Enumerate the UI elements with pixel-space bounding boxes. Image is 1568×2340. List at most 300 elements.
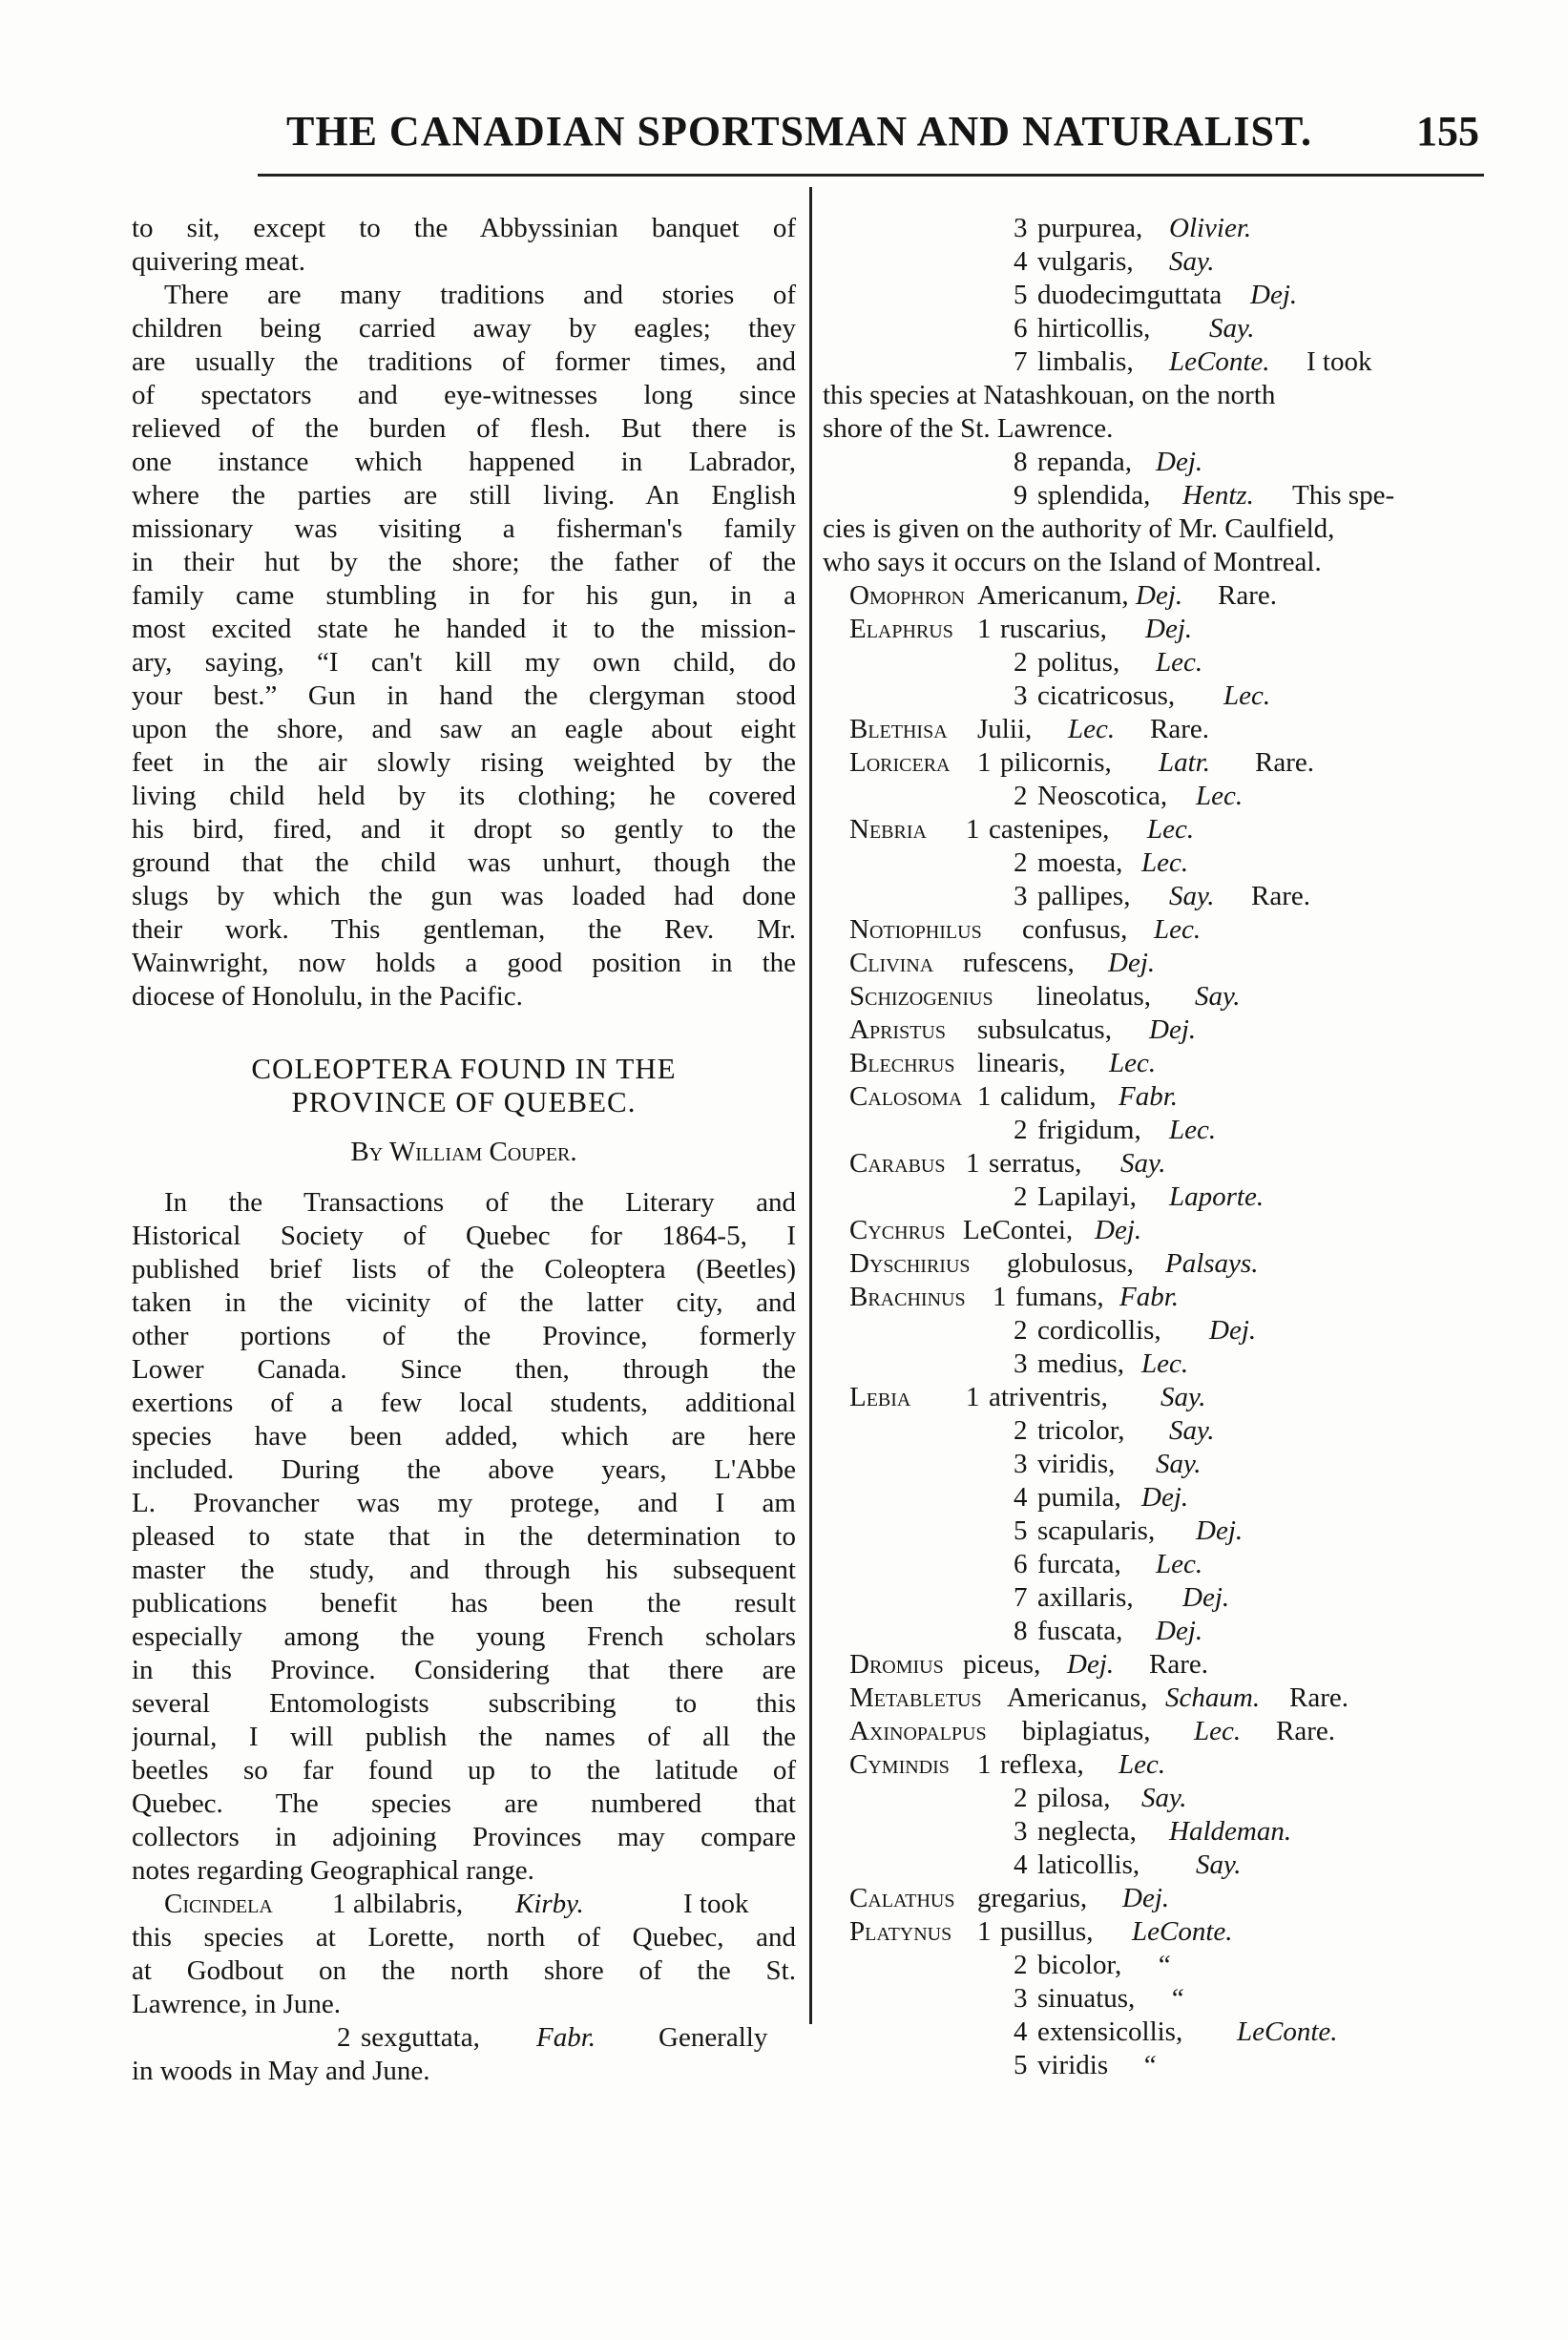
species-name: viridis, [1037,1449,1116,1479]
species-entry [823,1715,1479,1748]
genus-name: Brachinus [849,1282,966,1312]
species-name: rufescens, [963,948,1075,978]
species-name: albilabris, [353,1889,464,1919]
genus-name: Metabletus [849,1682,982,1713]
genus-name: Calosoma [849,1081,963,1112]
species-name: gregarius, [977,1883,1088,1913]
species-entry [823,1548,1479,1581]
species-name: serratus, [989,1148,1082,1179]
article-heading-line1: COLEOPTERA FOUND IN THE [251,1052,677,1085]
species-author: Dej. [1156,1616,1203,1646]
species-entry [823,1515,1479,1548]
genus-name: Nebria [849,814,927,845]
species-author: Lec. [1169,1115,1217,1145]
text-line: journal, I will publish the names of all the [132,1722,796,1752]
species-number: 9 [1014,480,1028,511]
text-line: exertions of a few local students, additional [132,1388,796,1418]
species-entry [823,613,1479,646]
text-line: notes regarding Geographical range. [132,1855,534,1886]
paragraph-eagle-story [132,279,796,1013]
text-line: in this Province. Considering that there are [132,1655,796,1685]
species-author: Dej. [1122,1883,1170,1913]
species-name: calidum, [1000,1081,1097,1112]
species-author: LeConte. [1237,2016,1338,2047]
species-name: limbalis, [1037,346,1134,377]
species-note: I took [683,1889,749,1919]
species-number: 3 [1014,1449,1028,1479]
species-entry [823,980,1479,1013]
article-heading-line2: PROVINCE OF QUEBEC. [291,1085,637,1118]
species-number: 2 [1014,1950,1028,1980]
species-note: Rare. [1276,1716,1335,1746]
species-entry [823,1615,1479,1648]
species-entry [823,1949,1479,1982]
species-number: 3 [1014,680,1028,711]
species-number: 1 [966,1148,980,1179]
species-entry [823,1982,1479,2016]
text-line: Quebec. The species are numbered that [132,1788,796,1819]
species-author: Kirby. [515,1889,584,1919]
text-line: in their hut by the shore; the father of the [132,547,796,577]
species-name: cordicollis, [1037,1315,1161,1346]
species-author: Say. [1156,1449,1202,1479]
species-entry [823,279,1479,312]
species-number: 2 [1014,1115,1028,1145]
species-entry [823,1381,1479,1414]
species-entry [823,1348,1479,1381]
text-line: one instance which happened in Labrador, [132,447,796,477]
species-entry [823,345,1479,379]
species-entry [823,1748,1479,1782]
species-author: Lec. [1109,1048,1157,1078]
species-name: Americanus, [1007,1682,1148,1713]
species-name: castenipes, [989,814,1110,845]
species-author: Say. [1141,1783,1187,1813]
species-author: Dej. [1196,1515,1244,1546]
species-entry [823,1314,1479,1348]
species-entry [823,312,1479,345]
text-line: Lawrence, in June. [132,1989,342,2019]
species-author: “ [1169,1983,1185,2014]
species-entry [823,1849,1479,1882]
text-line: beetles so far found up to the latitude of [132,1755,796,1786]
species-note: Rare. [1149,1649,1208,1680]
species-entry [823,1481,1479,1515]
species-entry [823,2049,1479,2082]
text-line: family came stumbling in for his gun, in a [132,580,796,611]
running-header [286,107,1479,166]
species-entry [823,913,1479,947]
species-name: fumans, [1015,1282,1104,1312]
species-author: Dej. [1149,1014,1197,1045]
text-line: slugs by which the gun was loaded had done [132,881,796,911]
species-entry [823,846,1479,880]
species-author: “ [1156,1950,1172,1980]
text-line: are usually the traditions of former times, and [132,346,796,377]
genus-name: Dromius [849,1649,944,1680]
species-number: 2 [1014,1783,1028,1813]
species-author: Lec. [1223,680,1271,711]
text-line: where the parties are still living. An English [132,480,796,511]
species-note-continuation: this species at Natashkouan, on the north [823,380,1276,410]
text-line: most excited state he handed it to the mission- [132,614,796,644]
species-name: pilosa, [1037,1783,1111,1813]
text-line: included. During the above years, L'Abbe [132,1454,796,1485]
species-entry [823,1047,1479,1080]
species-entry [823,579,1479,613]
species-author: Say. [1160,1382,1206,1412]
species-author: Say. [1169,246,1215,277]
text-line: other portions of the Province, formerly [132,1321,796,1351]
species-number: 5 [1014,1515,1028,1546]
species-entry [823,1448,1479,1481]
species-note-continuation: in woods in May and June. [132,2056,430,2086]
species-author: Say. [1195,981,1241,1012]
species-name: globulosus, [1007,1248,1134,1279]
species-number: 1 [977,1081,992,1112]
species-name: Lapilayi, [1037,1181,1137,1212]
species-author: Lec. [1196,781,1244,811]
species-number: 3 [1014,1983,1028,2014]
text-line: Historical Society of Quebec for 1864-5, I [132,1221,796,1251]
species-entry [823,780,1479,813]
species-author: Fabr. [536,2022,596,2053]
species-author: Say. [1196,1849,1242,1880]
text-line: In the Transactions of the Literary and [164,1187,796,1218]
text-line: children being carried away by eagles; they [132,313,796,344]
species-entry [823,679,1479,713]
species-author: Lec. [1156,1549,1203,1579]
species-name: tricolor, [1037,1415,1125,1446]
species-entry [823,1281,1479,1314]
species-entry [823,1147,1479,1180]
species-name: confusus, [1022,914,1128,945]
species-entry [823,1682,1479,1715]
species-author: Lec. [1141,847,1189,878]
species-note-continuation [132,1921,796,2021]
species-name: fuscata, [1037,1616,1123,1646]
column-divider [809,187,812,2024]
species-author: LeConte. [1132,1916,1233,1947]
species-entry [823,1013,1479,1047]
species-entry [823,2016,1479,2049]
paragraph-continuation [132,212,796,279]
genus-name: Cychrus [849,1215,946,1245]
species-number: 5 [1014,280,1028,310]
species-number: 2 [1014,781,1028,811]
species-name: vulgaris, [1037,246,1134,277]
species-number: 6 [1014,313,1028,344]
species-entry [823,245,1479,279]
species-number: 3 [1014,881,1028,911]
species-number: 8 [1014,447,1028,477]
genus-name: Clivina [849,948,934,978]
genus-name: Platynus [849,1916,952,1947]
species-number: 2 [1014,847,1028,878]
text-line: published brief lists of the Coleoptera (Beetles) [132,1254,796,1285]
species-name: cicatricosus, [1037,680,1176,711]
text-line: this species at Lorette, north of Quebec, and [132,1922,796,1953]
species-number: 7 [1014,1582,1028,1613]
text-line: collectors in adjoining Provinces may compare [132,1822,796,1852]
species-number: 4 [1014,1849,1028,1880]
species-entry [823,1114,1479,1147]
species-author: Lec. [1154,914,1202,945]
species-author: Schaum. [1165,1682,1261,1713]
genus-name: Cymindis [849,1749,950,1780]
text-line: pleased to state that in the determination to [132,1521,796,1552]
species-note-continuation: shore of the St. Lawrence. [823,413,1114,444]
species-name: pallipes, [1037,881,1131,911]
species-entry [823,212,1479,245]
genus-name: Apristus [849,1014,946,1045]
genus-name: Dyschirius [849,1248,971,1279]
species-entry [823,746,1479,780]
paragraph-intro [132,1186,796,1888]
text-line: ary, saying, “I can't kill my own child, do [132,647,796,678]
species-number: 2 [1014,647,1028,678]
species-number: 1 [977,614,992,644]
species-author: Laporte. [1169,1181,1265,1212]
species-note: Generally [659,2022,768,2053]
species-author: Haldeman. [1169,1816,1292,1847]
species-author: Lec. [1194,1716,1242,1746]
species-number: 2 [1014,1415,1028,1446]
species-author: Dej. [1136,580,1183,611]
species-name: scapularis, [1037,1515,1156,1546]
species-entry [823,1815,1479,1849]
species-name: pilicornis, [1000,747,1112,778]
species-name: duodecimguttata [1037,280,1223,310]
species-name: Julii, [977,714,1033,744]
species-number: 1 [977,747,992,778]
species-note: I took [1307,346,1372,377]
species-entry [823,1882,1479,1915]
text-line: diocese of Honolulu, in the Pacific. [132,981,523,1012]
species-author: “ [1141,2050,1158,2080]
text-line: relieved of the burden of flesh. But there is [132,413,796,444]
text-line: feet in the air slowly rising weighted by the [132,747,796,778]
page-number: 155 [1416,108,1479,155]
genus-name: Axinopalpus [849,1716,987,1746]
text-line: to sit, except to the Abbyssinian banquet of [132,213,796,243]
species-author: Fabr. [1119,1081,1179,1112]
text-line: master the study, and through his subsequent [132,1555,796,1585]
species-name: furcata, [1037,1549,1121,1579]
species-number: 1 [993,1282,1007,1312]
genus-name: Carabus [849,1148,946,1179]
species-entry-cicindela [132,1888,796,1921]
species-author: Dej. [1250,280,1298,310]
species-author: Dej. [1067,1649,1115,1680]
header-rule [258,174,1484,177]
species-name: hirticollis, [1037,313,1151,344]
species-name: linearis, [977,1048,1066,1078]
species-entry [823,713,1479,746]
species-author: Dej. [1108,948,1156,978]
species-number: 2 [1014,1181,1028,1212]
species-name: neglecta, [1037,1816,1137,1847]
text-line: your best.” Gun in hand the clergyman stood [132,680,796,711]
text-line: especially among the young French scholars [132,1621,796,1652]
text-line: several Entomologists subscribing to this [132,1688,796,1719]
species-author: Hentz. [1182,480,1254,511]
species-author: Fabr. [1119,1282,1180,1312]
left-column [132,212,796,2088]
species-note: Rare. [1289,1682,1348,1713]
article-byline: By William Couper. [350,1137,577,1167]
species-entry [823,1414,1479,1448]
species-number: 2 [337,2022,351,2053]
species-entry [823,1180,1479,1214]
species-number: 4 [1014,1482,1028,1513]
species-number: 1 [332,1889,346,1919]
genus-name: Calathus [849,1883,955,1913]
species-author: Say. [1169,1415,1215,1446]
genus-name: Loricera [849,747,951,778]
species-entry [823,1214,1479,1247]
species-entry [823,1648,1479,1682]
species-note-continuation: cies is given on the authority of Mr. Caulfield, [823,513,1335,544]
genus-name: Omophron [849,580,965,611]
species-name: extensicollis, [1037,2016,1183,2047]
species-number: 6 [1014,1549,1028,1579]
species-author: LeConte. [1169,346,1270,377]
species-name: pusillus, [1000,1916,1094,1947]
text-line: ground that the child was unhurt, though the [132,847,796,878]
genus-name: Blethisa [849,714,948,744]
text-line: species have been added, which are here [132,1421,796,1452]
species-author: Dej. [1141,1482,1189,1513]
text-line: L. Provancher was my protege, and I am [132,1488,796,1518]
species-author: Palsays. [1165,1248,1259,1279]
species-name: pumila, [1037,1482,1121,1513]
species-number: 8 [1014,1616,1028,1646]
species-list [823,212,1479,2082]
species-name: repanda, [1037,447,1133,477]
genus-name: Blechrus [849,1048,955,1078]
species-name: moesta, [1037,847,1123,878]
species-name: purpurea, [1037,213,1143,243]
species-author: Lec. [1156,647,1203,678]
species-author: Lec. [1119,1749,1166,1780]
journal-title: THE CANADIAN SPORTSMAN AND NATURALIST. [286,108,1313,155]
species-author: Say. [1209,313,1255,344]
text-line: of spectators and eye-witnesses long since [132,380,796,410]
text-line: There are many traditions and stories of [164,280,796,310]
species-name: bicolor, [1037,1950,1122,1980]
species-entry [823,1080,1479,1114]
species-name: frigidum, [1037,1115,1141,1145]
species-entry [823,1247,1479,1281]
species-note: Rare. [1251,881,1310,911]
species-author: Dej. [1182,1582,1230,1613]
species-entry [823,947,1479,980]
species-name: subsulcatus, [977,1014,1112,1045]
species-number: 2 [1014,1315,1028,1346]
text-line: their work. This gentleman, the Rev. Mr. [132,914,796,945]
text-line: publications benefit has been the result [132,1588,796,1619]
species-note-continuation: who says it occurs on the Island of Montreal. [823,547,1322,577]
species-author: Latr. [1159,747,1211,778]
species-name: biplagiatus, [1022,1716,1151,1746]
species-name: atriventris, [989,1382,1108,1412]
text-line: upon the shore, and saw an eagle about eight [132,714,796,744]
species-entry [823,813,1479,846]
species-author: Dej. [1095,1215,1142,1245]
text-line: quivering meat. [132,246,306,277]
genus-name: Notiophilus [849,914,982,945]
species-name: sinuatus, [1037,1983,1136,2014]
species-number: 1 [966,1382,980,1412]
species-number: 1 [977,1916,992,1947]
genus-name: Lebia [849,1382,911,1412]
species-author: Dej. [1156,447,1203,477]
species-entry [823,646,1479,679]
genus-name: Cicindela [164,1889,273,1919]
species-name: splendida, [1037,480,1151,511]
species-number: 3 [1014,213,1028,243]
species-author: Say. [1169,881,1215,911]
species-author: Olivier. [1169,213,1252,243]
species-entry [823,1581,1479,1615]
species-number: 4 [1014,246,1028,277]
species-name: lineolatus, [1036,981,1152,1012]
species-name: Neoscotica, [1037,781,1168,811]
text-line: Wainwright, now holds a good position in the [132,948,796,978]
species-name: laticollis, [1037,1849,1140,1880]
genus-name: Schizogenius [849,981,993,1012]
text-line: at Godbout on the north shore of the St. [132,1955,796,1986]
species-number: 4 [1014,2016,1028,2047]
text-line: living child held by its clothing; he covered [132,781,796,811]
species-note: Rare. [1150,714,1209,744]
species-author: Lec. [1141,1348,1189,1379]
species-entry [823,880,1479,913]
species-number: 5 [1014,2050,1028,2080]
species-entry [823,446,1479,479]
species-number: 7 [1014,346,1028,377]
right-column [823,212,1479,2082]
species-number: 3 [1014,1348,1028,1379]
species-note: Rare. [1255,747,1314,778]
species-name: medius, [1037,1348,1125,1379]
species-name: viridis [1037,2050,1109,2080]
species-name: politus, [1037,647,1120,678]
species-name: LeContei, [963,1215,1074,1245]
species-name: sexguttata, [361,2022,480,2053]
text-line: Lower Canada. Since then, through the [132,1354,796,1385]
species-note: This spe- [1292,480,1395,511]
species-name: axillaris, [1037,1582,1134,1613]
species-entry [823,1915,1479,1949]
species-entry [823,479,1479,512]
species-note: Rare. [1218,580,1277,611]
species-name: piceus, [963,1649,1041,1680]
text-line: missionary was visiting a fisherman's family [132,513,796,544]
species-name: reflexa, [1000,1749,1084,1780]
species-author: Dej. [1145,614,1193,644]
genus-name: Elaphrus [849,614,953,644]
text-line: taken in the vicinity of the latter city, and [132,1287,796,1318]
species-number: 1 [977,1749,992,1780]
species-name: ruscarius, [1000,614,1107,644]
species-entry-sexguttata [132,2021,796,2055]
species-author: Lec. [1147,814,1195,845]
species-number: 1 [966,814,980,845]
text-line: his bird, fired, and it dropt so gently to the [132,814,796,845]
species-name: Americanum, [977,580,1129,611]
